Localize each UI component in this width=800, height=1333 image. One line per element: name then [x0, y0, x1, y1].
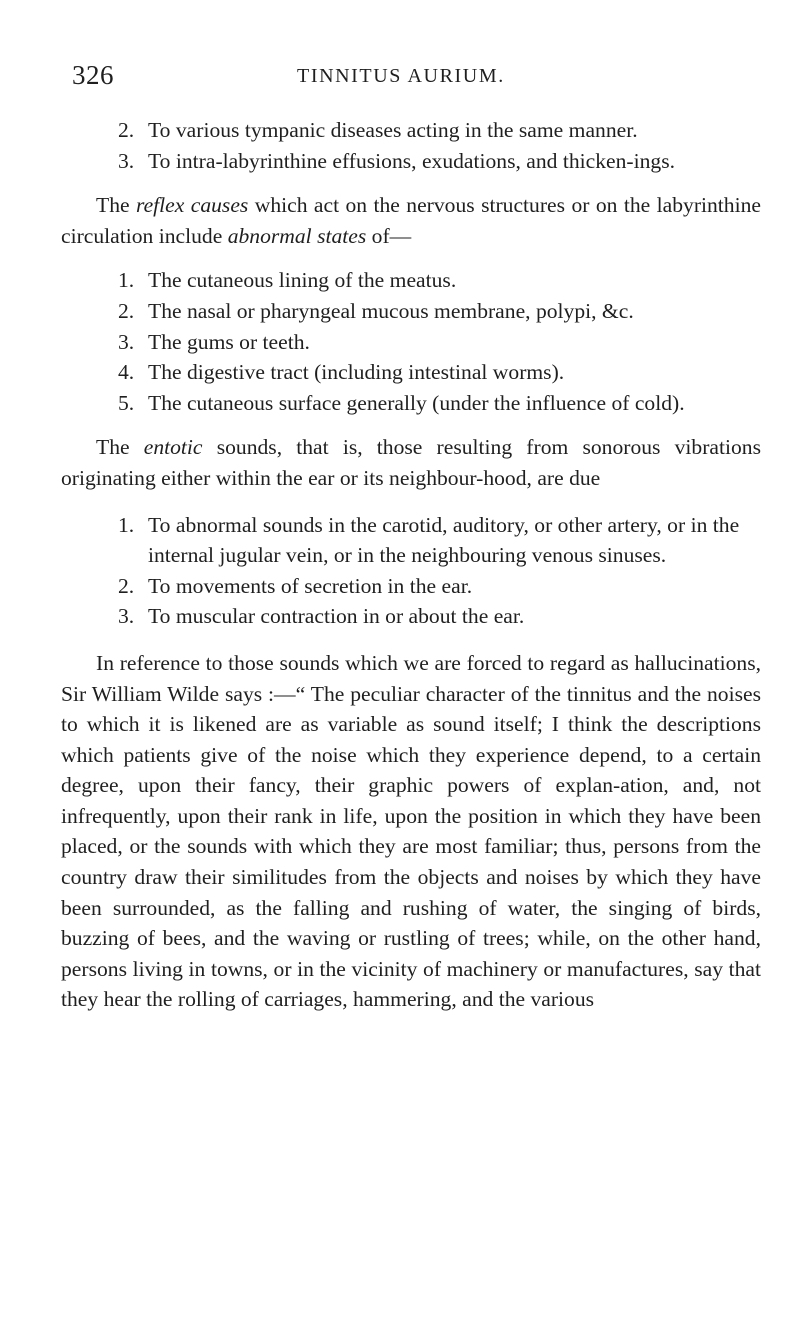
list-item-number: 4.	[118, 360, 135, 385]
italic-term: entotic	[143, 435, 203, 460]
list-item-number: 2.	[118, 298, 135, 323]
list-item-text: To movements of secretion in the ear.	[148, 573, 473, 598]
text-run: The	[96, 193, 136, 218]
text-run: The	[96, 435, 144, 460]
list-item	[96, 115, 761, 146]
italic-term: reflex causes	[135, 193, 249, 218]
page-header	[72, 58, 754, 92]
list-item-number: 3.	[118, 604, 135, 629]
list-item-number: 1.	[118, 268, 135, 293]
list-item-number: 5.	[118, 390, 135, 415]
list-item	[96, 601, 761, 632]
list-item	[96, 571, 761, 602]
running-head: TINNITUS AURIUM.	[297, 65, 505, 87]
list-item-text: To abnormal sounds in the carotid, auditory, or other artery, or in the internal jugular vein, or in the neighbouring venous sinuses.	[148, 512, 740, 568]
list-item-number: 1.	[118, 512, 135, 537]
list-item-text: The nasal or pharyngeal mucous membrane, polypi, &c.	[148, 298, 634, 323]
list-item	[96, 146, 761, 177]
list-item-text: The digestive tract (including intestinal worms).	[148, 360, 565, 385]
list-item	[96, 265, 761, 296]
list-item	[96, 296, 761, 327]
list-item-number: 3.	[118, 329, 135, 354]
list-item	[96, 327, 761, 358]
list-item-text: The cutaneous surface generally (under the influence of cold).	[148, 390, 685, 415]
text-run: of—	[366, 223, 412, 248]
text-run: which act on the nervous structures or on the labyrinthine circulation include	[61, 193, 761, 248]
list-item-text: To muscular contraction in or about the ear.	[148, 604, 525, 629]
list-item	[96, 388, 761, 419]
paragraph-entotic-sounds	[61, 432, 761, 493]
paragraph-wilde-quote: In reference to those sounds which we are forced to regard as hallucinations, Sir William Wilde says :—“ The peculiar character of the tinnitus and the noises to which it is likened are as variable as sound itself; I think the descriptions which patients give of the noise which they experience depend, to a certain degree, upon their fancy, their graphic powers of explan-ation, and, not infrequently, upon their rank in life, upon the position in which they have been placed, or the sounds with which they are most familiar; thus, persons from the country draw their similitudes from the objects and noises by which they have been surrounded, as the falling and rushing of water, the singing of birds, buzzing of bees, and the waving or rustling of trees; while, on the other hand, persons living in towns, or in the vicinity of machinery or manufactures, say that they hear the rolling of carriages, hammering, and the various	[61, 650, 761, 1012]
page-body	[61, 115, 761, 1015]
list-item-number: 3.	[118, 148, 135, 173]
list-item	[96, 357, 761, 388]
list-item-text: The gums or teeth.	[148, 329, 310, 354]
paragraph-reflex-causes	[61, 190, 761, 251]
page-number: 326	[72, 60, 114, 90]
text-run: sounds, that is, those resulting from sonorous vibrations originating either within the ear or its neighbour-hood, are due	[61, 435, 761, 490]
list-item-text: The cutaneous lining of the meatus.	[148, 268, 457, 293]
list-item	[96, 510, 761, 571]
list-item-number: 2.	[118, 118, 135, 142]
italic-term: abnormal states	[227, 223, 367, 248]
list-item-number: 2.	[118, 573, 135, 598]
list-item-text: To intra-labyrinthine effusions, exudations, and thicken-ings.	[148, 148, 676, 173]
list-item-text: To various tympanic diseases acting in the same manner.	[148, 118, 638, 142]
